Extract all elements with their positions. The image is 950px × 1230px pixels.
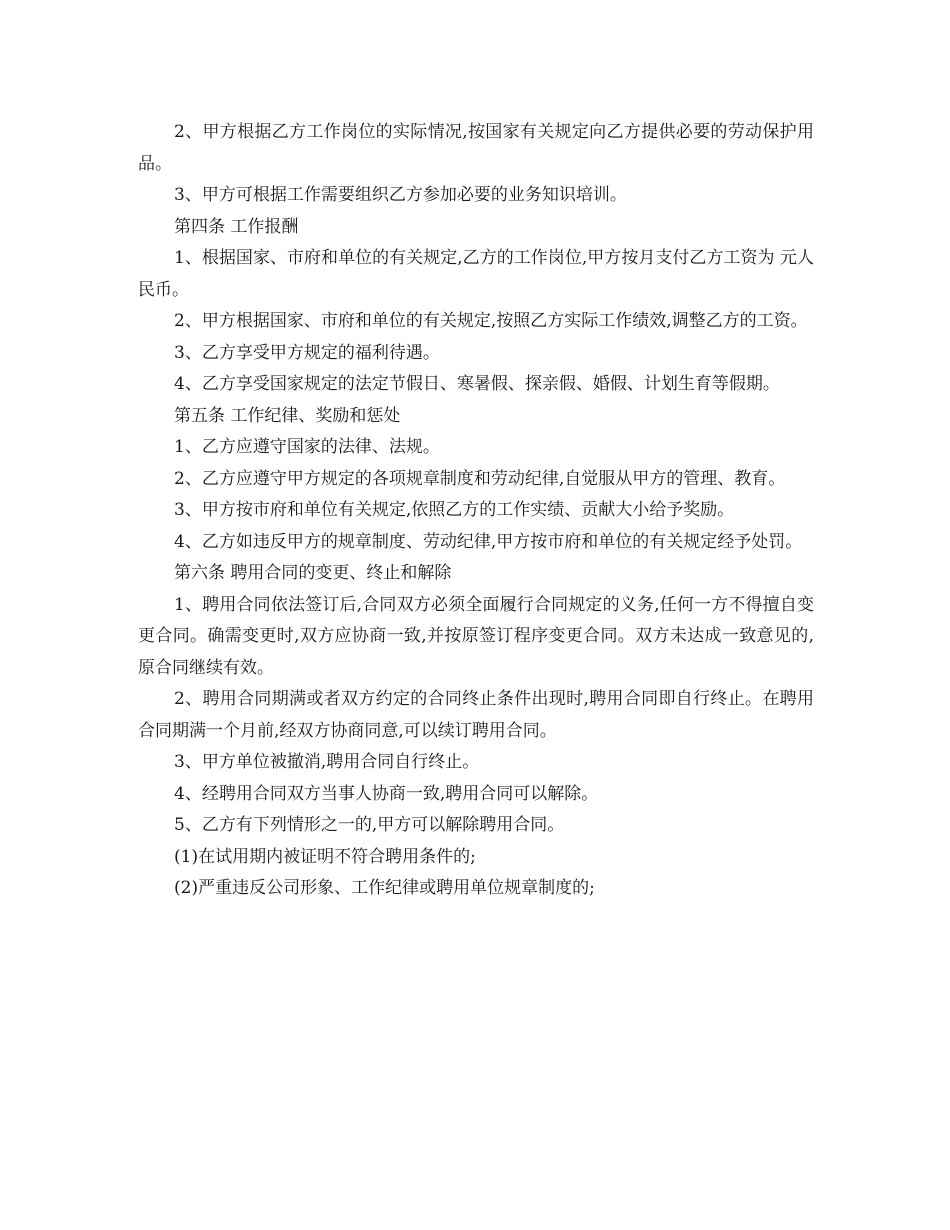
- paragraph: 3、甲方可根据工作需要组织乙方参加必要的业务知识培训。: [174, 185, 627, 205]
- paragraph: 4、乙方如违反甲方的规章制度、劳动纪律,甲方按市府和单位的有关规定经予处罚。: [174, 531, 803, 552]
- paragraph: 4、经聘用合同双方当事人协商一致,聘用合同可以解除。: [174, 783, 599, 804]
- list-item: (2)严重违反公司形象、工作纪律或聘用单位规章制度的;: [174, 878, 595, 898]
- paragraph: 2、聘用合同期满或者双方约定的合同终止条件出现时,聘用合同即自行终止。在聘用合同期满一个月前,经双方协商同意,可以续订聘用合同。: [138, 689, 814, 741]
- paragraph: 1、聘用合同依法签订后,合同双方必须全面履行合同规定的义务,任何一方不得擅自变更合同。确需变更时,双方应协商一致,并按原签订程序变更合同。双方未达成一致意见的,原合同继续有效。: [138, 594, 814, 678]
- paragraph: 1、乙方应遵守国家的法律、法规。: [174, 437, 440, 457]
- paragraph: 5、乙方有下列情形之一的,甲方可以解除聘用合同。: [174, 815, 565, 835]
- paragraph: 3、甲方单位被撤消,聘用合同自行终止。: [174, 752, 480, 772]
- document-body: [138, 117, 814, 905]
- paragraph: 3、乙方享受甲方规定的福利待遇。: [174, 342, 440, 363]
- paragraph: 4、乙方享受国家规定的法定节假日、寒暑假、探亲假、婚假、计划生育等假期。: [174, 374, 780, 394]
- list-item: (1)在试用期内被证明不符合聘用条件的;: [174, 846, 476, 867]
- paragraph: 3、甲方按市府和单位有关规定,依照乙方的工作实绩、贡献大小给予奖励。: [174, 500, 735, 520]
- paragraph: 1、根据国家、市府和单位的有关规定,乙方的工作岗位,甲方按月支付乙方工资为 元人民币。: [138, 248, 814, 300]
- paragraph: 2、甲方根据国家、市府和单位的有关规定,按照乙方实际工作绩效,调整乙方的工资。: [174, 311, 808, 331]
- paragraph: 2、甲方根据乙方工作岗位的实际情况,按国家有关规定向乙方提供必要的劳动保护用品。: [138, 122, 814, 174]
- section-heading: 第五条 工作纪律、奖励和惩处: [174, 405, 401, 426]
- section-heading: 第四条 工作报酬: [174, 216, 299, 237]
- paragraph: 2、乙方应遵守甲方规定的各项规章制度和劳动纪律,自觉服从甲方的管理、教育。: [174, 468, 786, 489]
- section-heading: 第六条 聘用合同的变更、终止和解除: [174, 563, 452, 583]
